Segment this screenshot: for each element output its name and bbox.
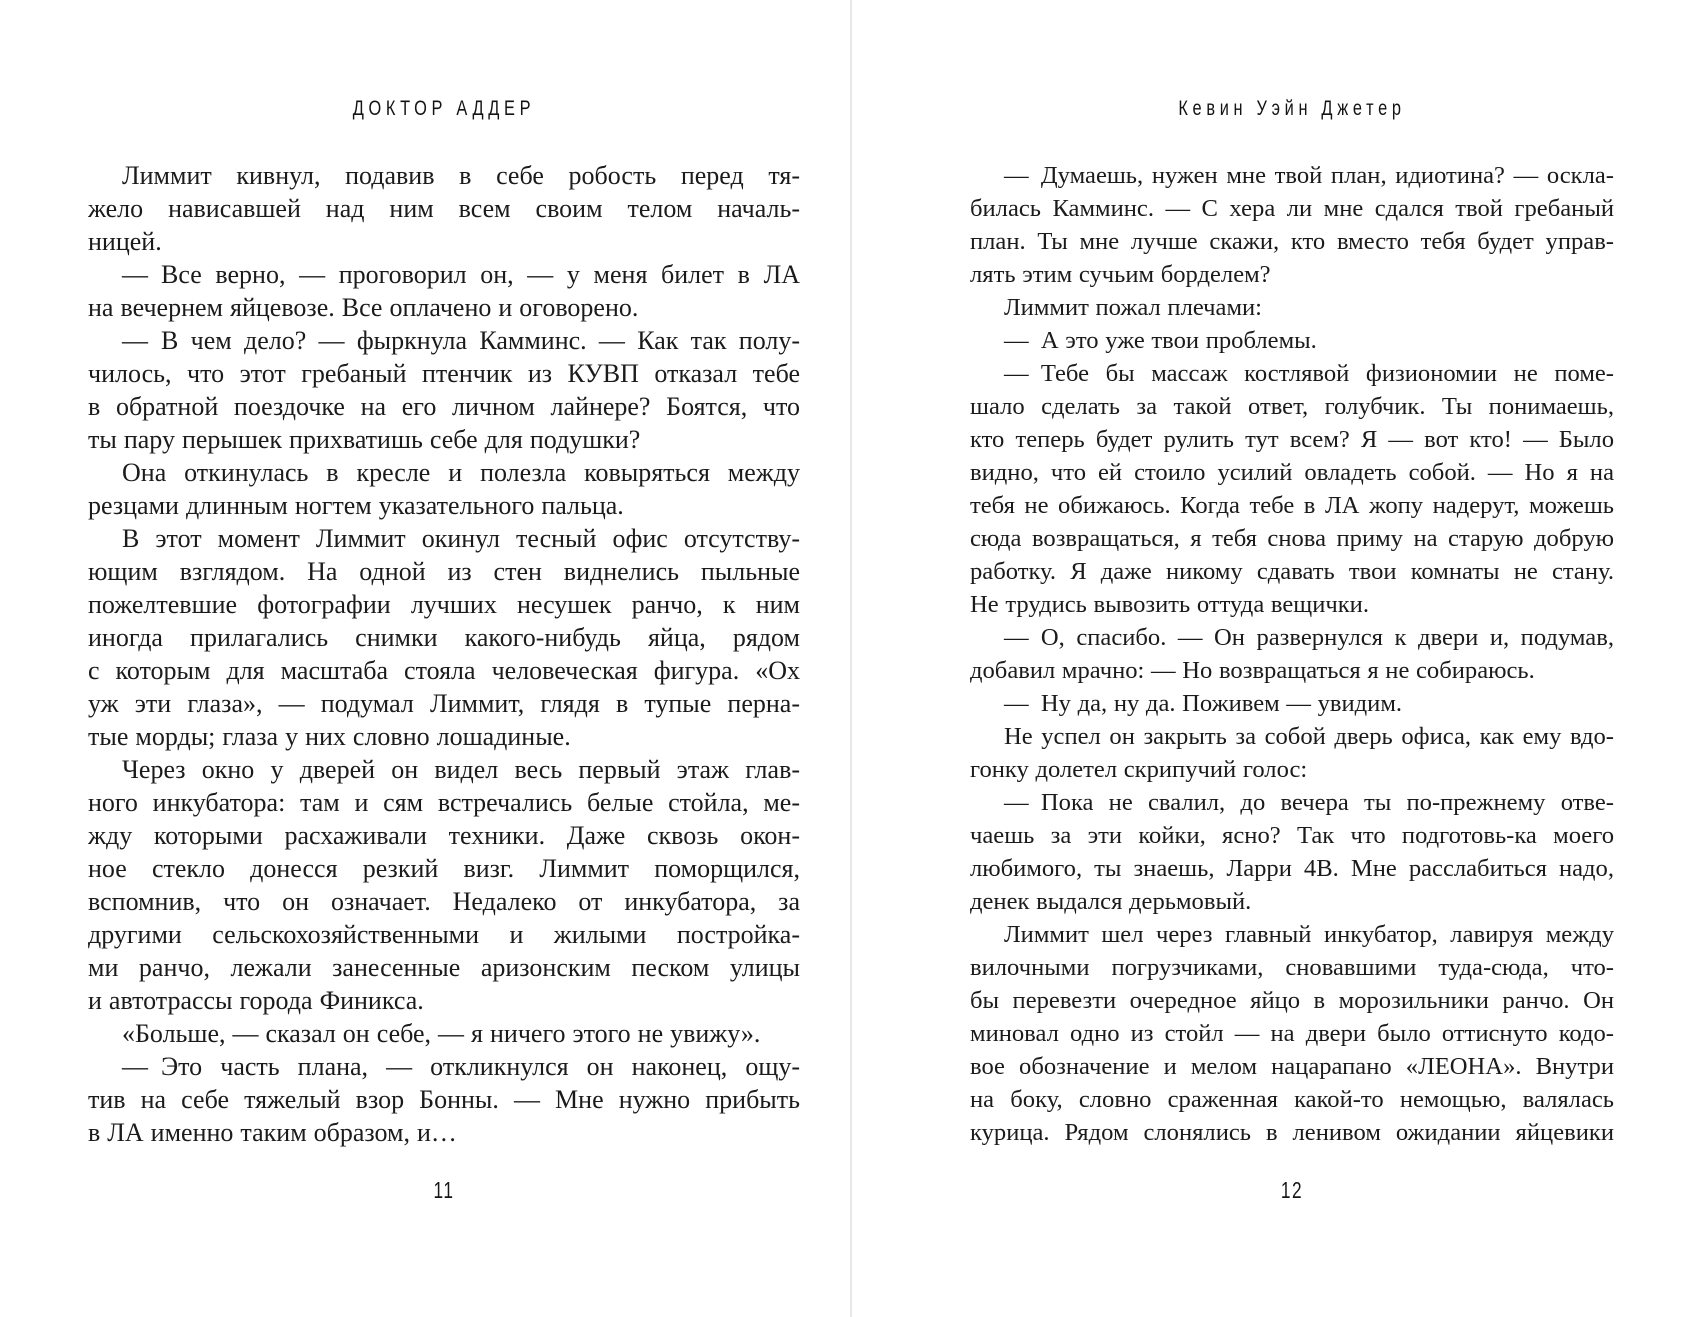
text-line: тебя не обижаюсь. Когда тебе в ЛА жопу надерут, можешь (970, 492, 1614, 519)
text-line: Не успел он закрыть за собой дверь офиса, как ему вдо- (1004, 723, 1614, 750)
text-line: бы перевезти очередное яйцо в морозильники ранчо. Он (970, 987, 1614, 1014)
text-line: в обратной поездочке на его личном лайнере? Боятся, что (88, 392, 800, 421)
text-line: билась Камминс. — С хера ли мне сдался твой гребаный (970, 195, 1614, 222)
text-line: Лиммит шел через главный инкубатор, лавируя между (1004, 921, 1614, 948)
text-line: пожелтевшие фотографии лучших несушек ранчо, к ним (88, 590, 800, 619)
text-line: на вечернем яйцевозе. Все оплачено и оговорено. (88, 293, 639, 322)
text-line: вое обозначение и мелом нацарапано «ЛЕОНА». Внутри (970, 1053, 1614, 1080)
text-line: — Думаешь, нужен мне твой план, идиотина? — оскла- (1004, 162, 1614, 189)
text-line: — А это уже твои проблемы. (1004, 327, 1317, 354)
text-line: и автотрассы города Финикса. (88, 986, 424, 1015)
text-line: добавил мрачно: — Но возвращаться я не собираюсь. (970, 657, 1535, 684)
text-line: жду которыми расхаживали техники. Даже сквозь окон- (88, 821, 800, 850)
text-line: ющим взглядом. На одной из стен виднелись пыльные (88, 557, 800, 586)
text-line: работку. Я даже никому сдавать твои комнаты не стану. (970, 558, 1614, 585)
right-page (970, 0, 1614, 1317)
page-gutter-divider (850, 0, 852, 1317)
text-line: кто теперь будет рулить тут всем? Я — вот кто! — Было (970, 426, 1614, 453)
text-line: — Пока не свалил, до вечера ты по-прежнему отве- (1004, 789, 1614, 816)
text-line: — Это часть плана, — откликнулся он наконец, ощу- (122, 1052, 800, 1081)
text-line: вспомнив, что он означает. Недалеко от инкубатора, за (88, 887, 800, 916)
text-line: ми ранчо, лежали занесенные аризонским песком улицы (88, 953, 800, 982)
text-line: ного инкубатора: там и сям встречались белые стойла, ме- (88, 788, 800, 817)
text-line: — О, спасибо. — Он развернулся к двери и, подумав, (1004, 624, 1614, 651)
text-line: другими сельскохозяйственными и жилыми постройка- (88, 920, 800, 949)
left-running-header: ДОКТОР АДДЕР (352, 97, 536, 120)
text-line: ницей. (88, 227, 162, 256)
text-line: Через окно у дверей он видел весь первый этаж глав- (122, 755, 800, 784)
text-line: уж эти глаза», — подумал Лиммит, глядя в тупые перна- (88, 689, 800, 718)
right-page-number: 12 (1280, 1177, 1304, 1203)
text-line: — Все верно, — проговорил он, — у меня билет в ЛА (122, 260, 800, 289)
left-page-number: 11 (433, 1177, 455, 1203)
text-line: шало сделать за такой ответ, голубчик. Ты понимаешь, (970, 393, 1614, 420)
text-line: — Ну да, ну да. Поживем — увидим. (1004, 690, 1403, 717)
text-line: тив на себе тяжелый взор Бонны. — Мне нужно прибыть (88, 1085, 800, 1114)
text-line: резцами длинным ногтем указательного пальца. (88, 491, 624, 520)
text-line: видно, что ей стоило усилий овладеть собой. — Но я на (970, 459, 1614, 486)
text-line: курица. Рядом слонялись в ленивом ожидании яйцевики (970, 1119, 1614, 1146)
text-line: иногда прилагались снимки какого-нибудь яйца, рядом (88, 623, 800, 652)
text-line: чаешь за эти койки, ясно? Так что подготовь-ка моего (970, 822, 1614, 849)
text-line: гонку долетел скрипучий голос: (970, 756, 1308, 783)
text-line: В этот момент Лиммит окинул тесный офис отсутству- (122, 524, 800, 553)
text-line: вилочными погрузчиками, сновавшими туда-сюда, что- (970, 954, 1614, 981)
text-line: тые морды; глаза у них словно лошадиные. (88, 722, 571, 751)
left-page-text (88, 159, 800, 1149)
right-page-text (970, 159, 1614, 1149)
text-line: «Больше, — сказал он себе, — я ничего этого не увижу». (122, 1019, 761, 1048)
text-line: на боку, словно сраженная какой-то немощью, валялась (970, 1086, 1614, 1113)
text-line: в ЛА именно таким образом, и… (88, 1118, 457, 1147)
text-line: Она откинулась в кресле и полезла ковыряться между (122, 458, 800, 487)
right-running-header: Кевин Уэйн Джетер (1178, 97, 1406, 120)
text-line: Не трудись вывозить оттуда вещички. (970, 591, 1369, 618)
text-line: — В чем дело? — фыркнула Камминс. — Как так полу- (122, 326, 800, 355)
text-line: Лиммит пожал плечами: (1004, 294, 1262, 321)
text-line: миновал одно из стойл — на двери было оттиснуто кодо- (970, 1020, 1614, 1047)
text-line: с которым для масштаба стояла человеческая фигура. «Ох (88, 656, 800, 685)
text-line: чилось, что этот гребаный птенчик из КУВП отказал тебе (88, 359, 800, 388)
text-line: лять этим сучьим борделем? (970, 261, 1271, 288)
text-line: — Тебе бы массаж костлявой физиономии не поме- (1004, 360, 1614, 387)
text-line: ное стекло донесся резкий визг. Лиммит поморщился, (88, 854, 800, 883)
text-line: план. Ты мне лучше скажи, кто вместо тебя будет управ- (970, 228, 1614, 255)
text-line: любимого, ты знаешь, Ларри 4В. Мне расслабиться надо, (970, 855, 1614, 882)
text-line: жело нависавшей над ним всем своим телом началь- (88, 194, 800, 223)
left-page (88, 0, 800, 1317)
text-line: сюда возвращаться, я тебя снова приму на старую добрую (970, 525, 1614, 552)
text-line: ты пару перышек прихватишь себе для подушки? (88, 425, 641, 454)
text-line: денек выдался дерьмовый. (970, 888, 1252, 915)
text-line: Лиммит кивнул, подавив в себе робость перед тя- (122, 161, 800, 190)
